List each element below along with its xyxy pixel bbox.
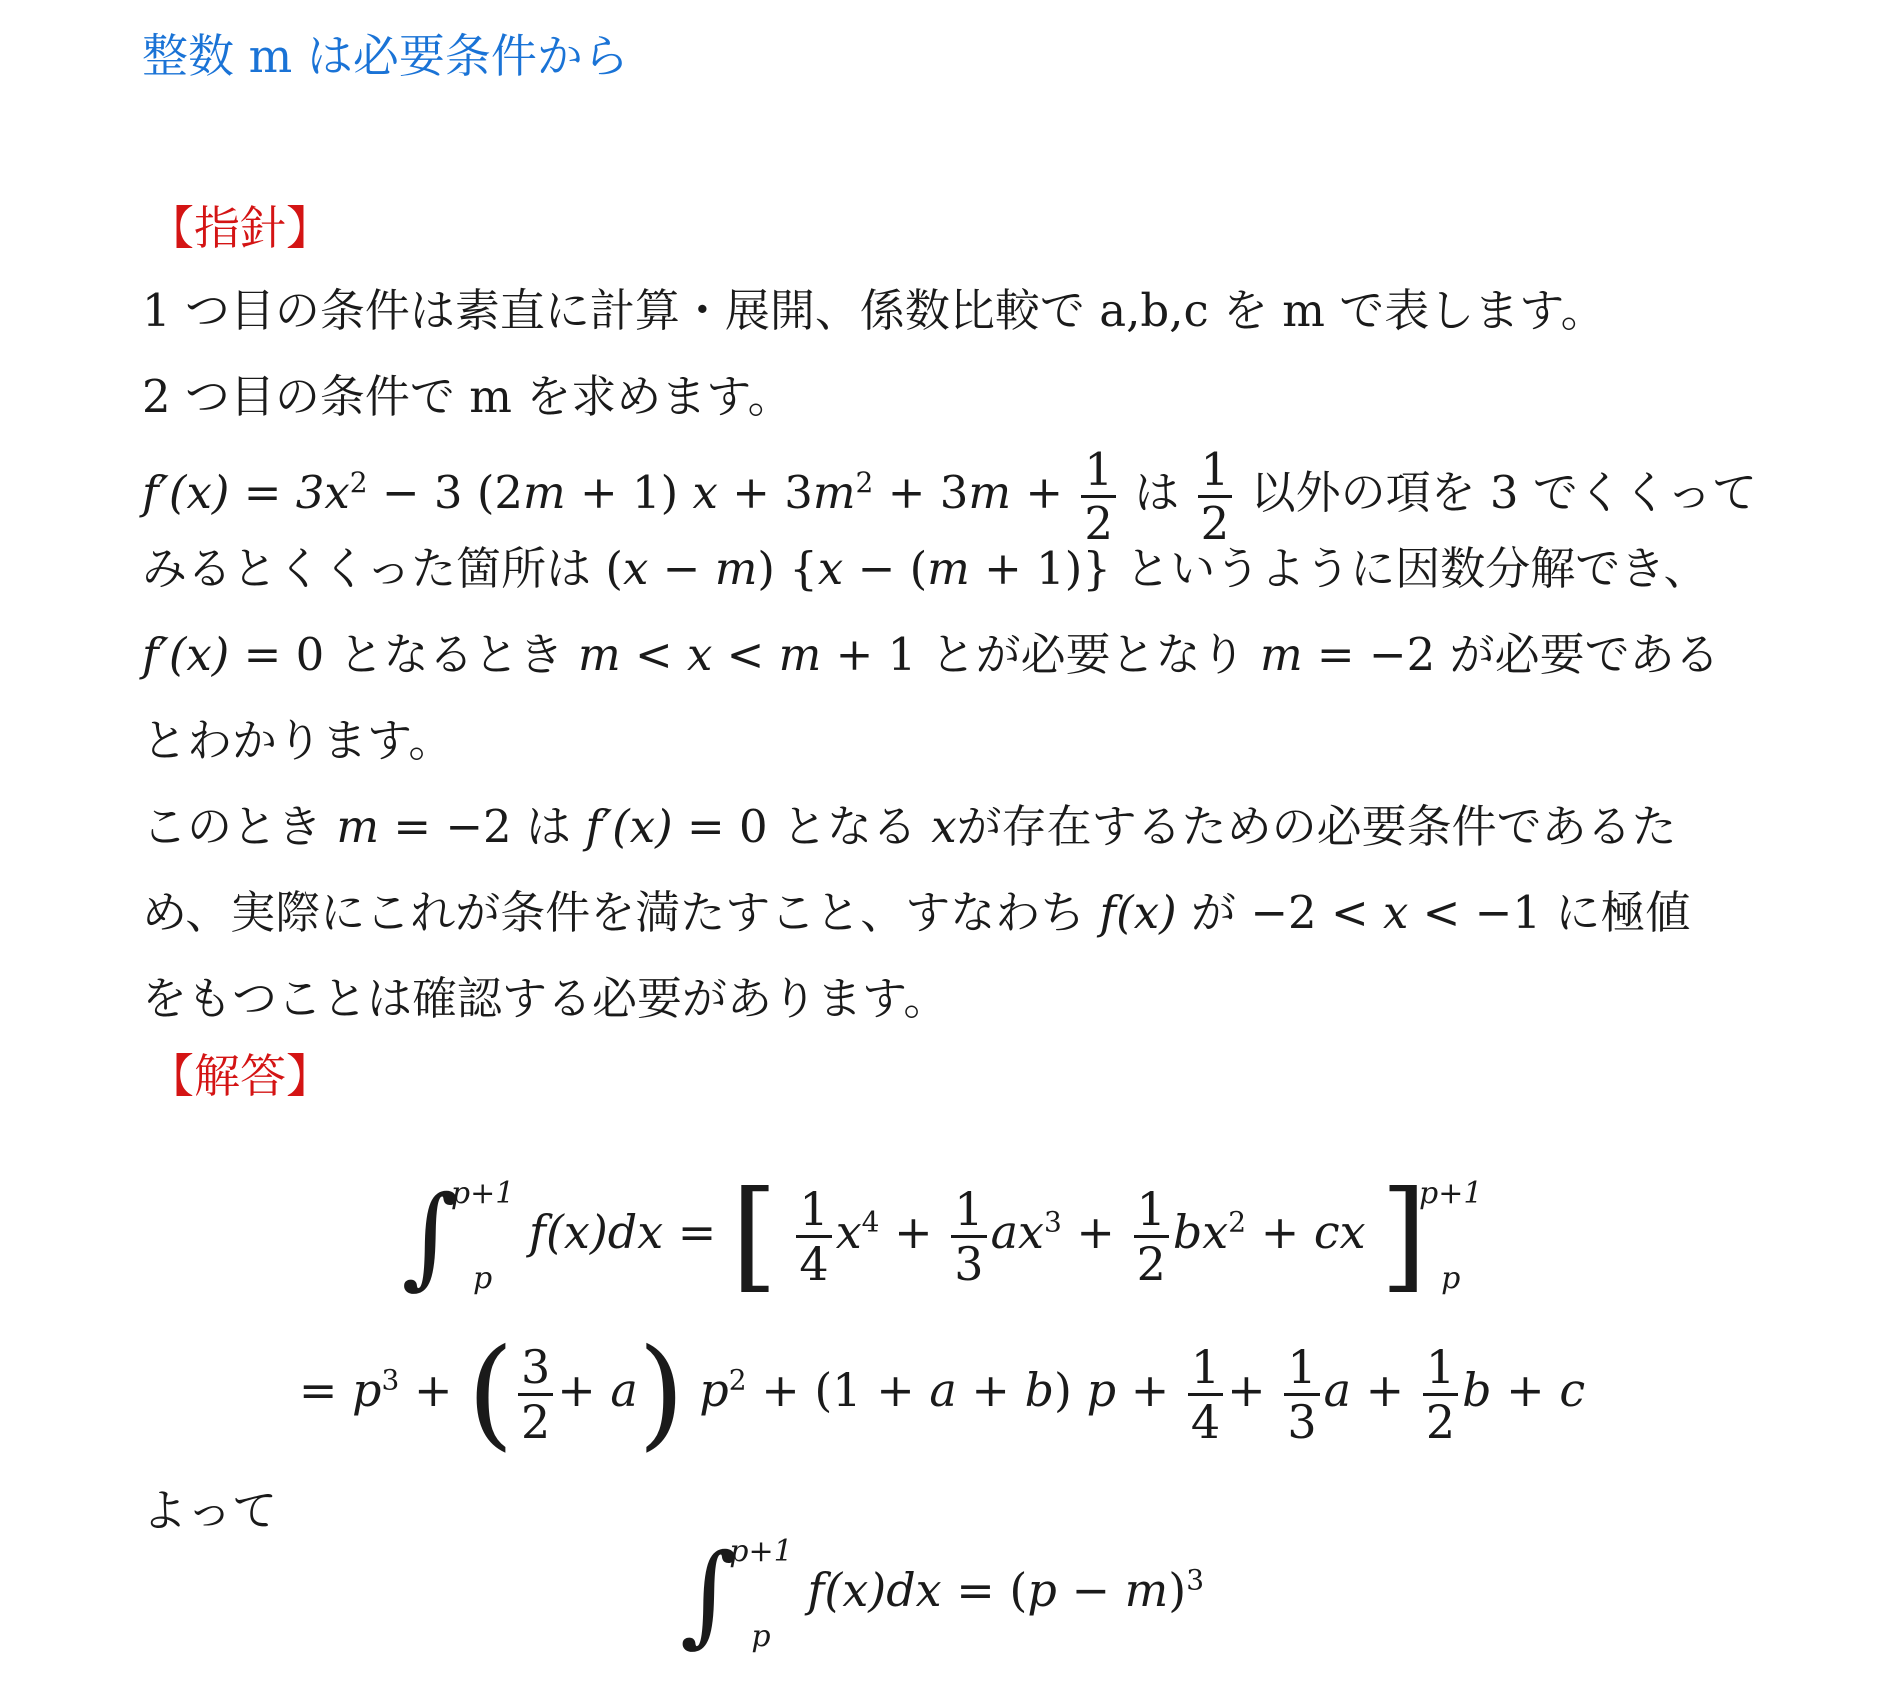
derivative-zero: f′(x) = 0 <box>585 800 768 853</box>
hint-line-8-b: が <box>1190 886 1236 939</box>
hint-line-5-b: とが必要となり <box>930 628 1246 681</box>
hint-line-8-a: め、実際にこれが条件を満たすこと、すなわち <box>142 886 1086 939</box>
factor-expression: (x − m) {x − (m + 1)} <box>605 542 1111 595</box>
integral-equation-2: = $p^3$ + ( $\frac{3}{2}$ + a) $p^2 + (1 + a + b) p$ + $\frac{1}{4}$ + $\frac{1}{3}$ a + $\frac{1}{2}$ b + c <box>298 1324 1586 1463</box>
section-title: 整数 m は必要条件から <box>142 29 629 83</box>
hint-line-6: とわかります。 <box>142 714 454 767</box>
hint-line-3-end: 以外の項を 3 でくくって <box>1250 466 1757 519</box>
hint-line-7-a: このとき <box>142 800 323 853</box>
hint-line-1: 1 つ目の条件は素直に計算・展開、係数比較で a,b,c を m で表します。 <box>142 284 1606 337</box>
integral-equation-1: ∫ p+1 p f(x)dx = [ $\frac{1}{4}$ $x^4$ + $\frac{1}{3}$ $ax^3$ + $\frac{1}{2}$ $bx^2$ + cx ] p+1 p <box>401 1166 1483 1305</box>
hint-line-8-c: に極値 <box>1555 886 1691 939</box>
interval-inequality: −2 < x < −1 <box>1250 886 1542 939</box>
fraction-one-half: $\frac{1}{2}$ <box>1198 447 1233 546</box>
derivative-formula: $f'(x) = 3x^2 - 3$ (2m + 1) $x + 3m^2 + 3m$ + <box>142 466 1064 519</box>
hint-line-4-end: というように因数分解でき、 <box>1125 542 1709 595</box>
hint-line-3 <box>142 440 1762 550</box>
answer-heading: 【解答】 <box>148 1049 332 1103</box>
hint-line-3-mid: は <box>1134 466 1180 519</box>
hint-line-5-a: となるとき <box>338 628 564 681</box>
hint-line-4 <box>142 526 1762 612</box>
hint-line-7 <box>142 784 1762 870</box>
hint-line-5 <box>142 612 1762 698</box>
hint-line-4-start: みるとくくった箇所は <box>142 542 592 595</box>
fraction-one-half: $\frac{1}{2}$ <box>1081 447 1116 546</box>
hint-line-5-c: が必要である <box>1449 628 1720 681</box>
m-value: m = −2 <box>1259 628 1436 681</box>
hint-paragraph <box>142 268 1762 1042</box>
answer-yotte: よって <box>142 1484 278 1537</box>
hint-line-7-b: は <box>525 800 571 853</box>
hint-line-7-c: となる <box>781 800 917 853</box>
hint-line-8 <box>142 870 1762 956</box>
inequality-m: m < x < m + 1 <box>577 628 917 681</box>
hint-line-7-d: が存在するための必要条件であるた <box>956 800 1677 853</box>
hint-line-9: をもつことは確認する必要があります。 <box>142 972 949 1025</box>
m-value: m = −2 <box>336 800 512 853</box>
function-f: f(x) <box>1099 886 1177 939</box>
variable-x: x <box>931 800 957 853</box>
integral-equation-3: ∫ p+1 p $f(x)dx = (p - m)^3$ <box>679 1530 1205 1658</box>
hint-line-2: 2 つ目の条件で m を求めます。 <box>142 370 793 423</box>
hint-heading: 【指針】 <box>148 201 332 255</box>
derivative-zero: f′(x) = 0 <box>142 628 325 681</box>
